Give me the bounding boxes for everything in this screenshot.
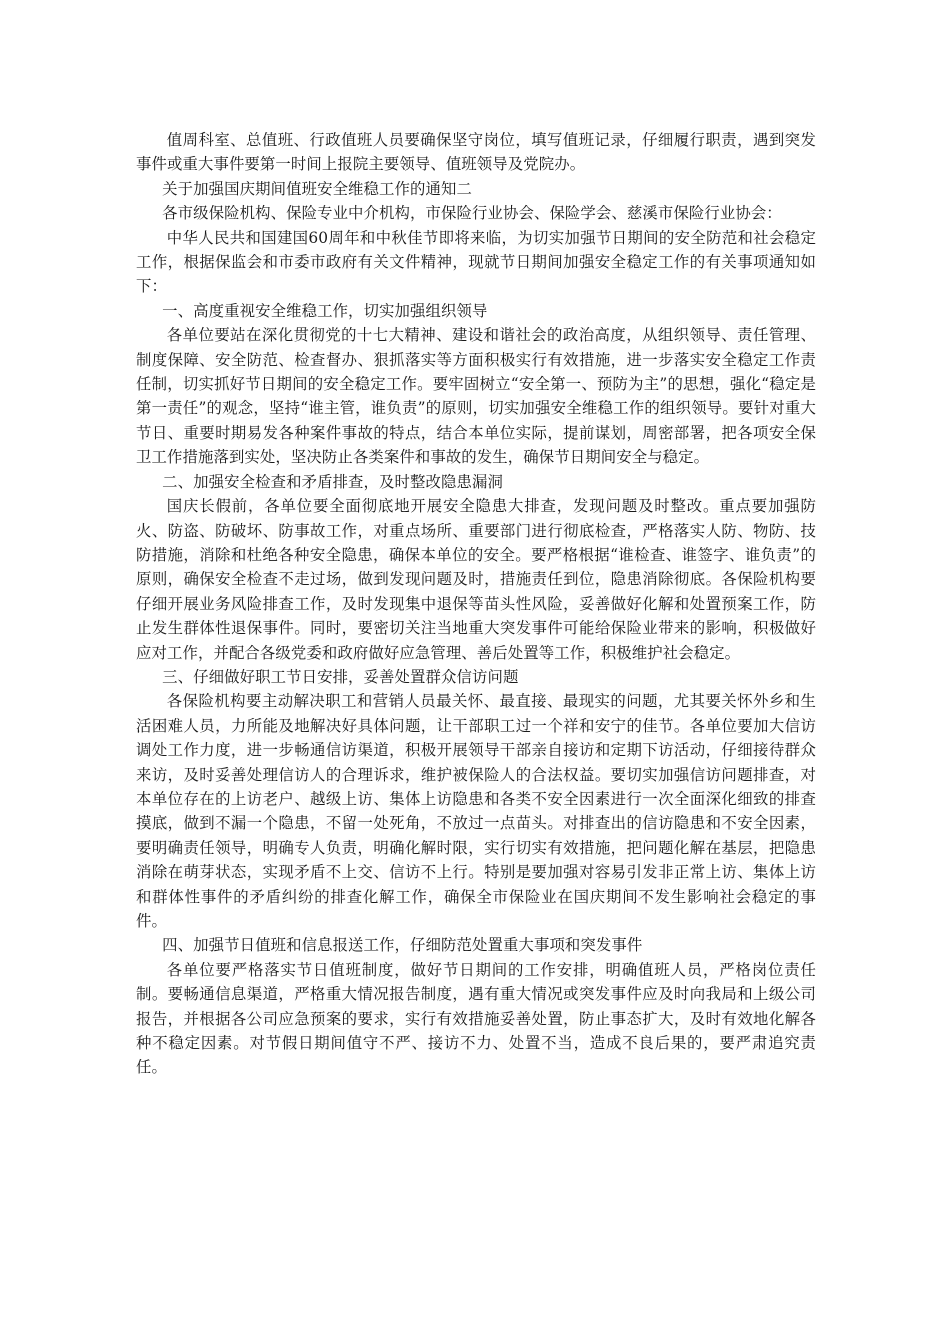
- section-heading-1: 一、高度重视安全维稳工作，切实加强组织领导: [162, 301, 488, 320]
- section-heading-4: 四、加强节日值班和信息报送工作，仔细防范处置重大事项和突发事件: [162, 936, 643, 955]
- paragraph-intro: 中华人民共和国建国60周年和中秋佳节即将来临，为切实加强节日期间的安全防范和社会稳定工作，根据保监会和市委市政府有关文件精神，现就节日期间加强安全稳定工作的有关事项通知如下：: [136, 228, 816, 296]
- paragraph-section-3: 各保险机构要主动解决职工和营销人员最关怀、最直接、最现实的问题，尤其要关怀外乡和生活困难人员，力所能及地解决好具体问题，让干部职工过一个祥和安宁的佳节。各单位要加大信访调处工作力度，进一步畅通信访渠道，积极开展领导干部亲自接访和定期下访活动，仔细接待群众来访，及时妥善处理信访人的合理诉求，维护被保险人的合法权益。要切实加强信访问题排查，对本单位存在的上访老户、越级上访、集体上访隐患和各类不安全因素进行一次全面深化细致的排查摸底，做到不漏一个隐患，不留一处死角，不放过一点苗头。对排查出的信访隐患和不安全因素，要明确责任领导，明确专人负责，明确化解时限，实行切实有效措施，把问题化解在基层，把隐患消除在萌芽状态，实现矛盾不上交、信访不上行。特别是要加强对容易引发非正常上访、集体上访和群体性事件的矛盾纠纷的排查化解工作，确保全市保险业在国庆期间不发生影响社会稳定的事件。: [136, 692, 816, 930]
- paragraph-section-4: 各单位要严格落实节日值班制度，做好节日期间的工作安排，明确值班人员，严格岗位责任制。要畅通信息渠道，严格重大情况报告制度，遇有重大情况或突发事件应及时向我局和上级公司报告，并根据各公司应急预案的要求，实行有效措施妥善处置，防止事态扩大，及时有效地化解各种不稳定因素。对节假日期间值守不严、接访不力、处置不当，造成不良后果的，要严肃追究责任。: [136, 960, 816, 1077]
- notice-recipients: 各市级保险机构、保险专业中介机构，市保险行业协会、保险学会、慈溪市保险行业协会：: [162, 204, 782, 223]
- paragraph-section-2: 国庆长假前，各单位要全面彻底地开展安全隐患大排查，发现问题及时整改。重点要加强防火、防盗、防破坏、防事故工作，对重点场所、重要部门进行彻底检查，严格落实人防、物防、技防措施，消除和杜绝各种安全隐患，确保本单位的安全。要严格根据“谁检查、谁签字、谁负责”的原则，确保安全检查不走过场，做到发现问题及时，措施责任到位，隐患消除彻底。各保险机构要仔细开展业务风险排查工作，及时发现集中退保等苗头性风险，妥善做好化解和处置预案工作，防止发生群体性退保事件。同时，要密切关注当地重大突发事件可能给保险业带来的影响，积极做好应对工作，并配合各级党委和政府做好应急管理、善后处置等工作，积极维护社会稳定。: [136, 497, 816, 662]
- notice-title: 关于加强国庆期间值班安全维稳工作的通知二: [162, 179, 472, 198]
- paragraph-section-1: 各单位要站在深化贯彻党的十七大精神、建设和谐社会的政治高度，从组织领导、责任管理、制度保障、安全防范、检查督办、狠抓落实等方面积极实行有效措施，进一步落实安全稳定工作责任制，切实抓好节日期间的安全稳定工作。要牢固树立“安全第一、预防为主”的思想，强化“稳定是第一责任”的观念，坚持“谁主管，谁负责”的原则，切实加强安全维稳工作的组织领导。要针对重大节日、重要时期易发各种案件事故的特点，结合本单位实际，提前谋划，周密部署，把各项安全保卫工作措施落到实处，坚决防止各类案件和事故的发生，确保节日期间安全与稳定。: [136, 326, 816, 467]
- section-heading-2: 二、加强安全检查和矛盾排查，及时整改隐患漏洞: [162, 472, 503, 491]
- paragraph-duty-staff: 值周科室、总值班、行政值班人员要确保坚守岗位，填写值班记录，仔细履行职责，遇到突发事件或重大事件要第一时间上报院主要领导、值班领导及党院办。: [136, 131, 816, 174]
- section-heading-3: 三、仔细做好职工节日安排，妥善处置群众信访问题: [162, 667, 519, 686]
- document-body: [136, 128, 816, 1080]
